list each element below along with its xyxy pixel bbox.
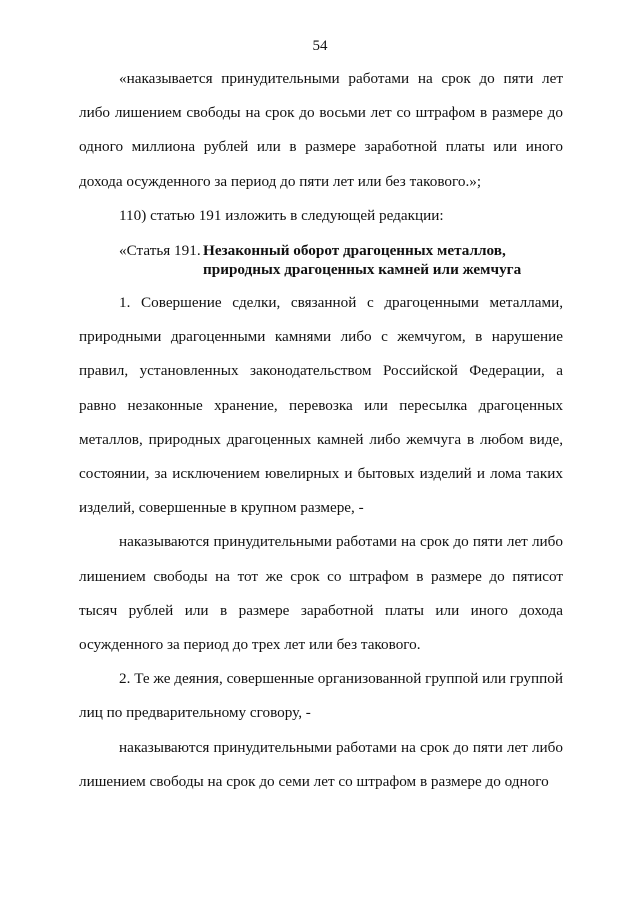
paragraph-sanction-continuation: «наказывается принудительными работами на срок до пяти лет либо лишением свободы на срок до восьми лет со штрафом в размере до одного миллиона рублей или в размере заработной платы или иного дохода осужденного за период до пяти лет или без такового.»; — [79, 70, 563, 190]
paragraph-part-1-sanction: наказываются принудительными работами на срок до пяти лет либо лишением свободы на тот же срок со штрафом в размере до пятисот тысяч рублей или в размере заработной платы или иного дохода осужденного за период до трех лет или без такового. — [79, 533, 563, 654]
paragraph-part-2-sanction: наказываются принудительными работами на срок до пяти лет либо лишением свободы на срок до семи лет со штрафом в размере до одного — [79, 738, 563, 790]
article-191-heading — [79, 233, 563, 286]
article-title-line-2: природных драгоценных камней или жемчуга — [203, 261, 522, 279]
paragraph-part-2: 2. Те же деяния, совершенные организованной группой или группой лиц по предварительному сговору, - — [79, 670, 563, 722]
paragraph-part-1: 1. Совершение сделки, связанной с драгоценными металлами, природными драгоценными камнями либо с жемчугом, в нарушение правил, установленных законодательством Российской Федерации, а равно незаконные хранение, перевозка или пересылка драгоценных металлов, природных драгоценных камней либо жемчуга в любом виде, состоянии, за исключением ювелирных и бытовых изделий и лома таких изделий, совершенные в крупном размере, - — [79, 294, 563, 517]
document-body — [79, 62, 563, 799]
paragraph-amendment-item-110: 110) статью 191 изложить в следующей редакции: — [119, 206, 444, 224]
page-number: 54 — [312, 38, 328, 54]
article-title — [203, 241, 533, 279]
article-title-line-1: Незаконный оборот драгоценных металлов, — [203, 242, 506, 260]
article-number: «Статья 191. — [119, 242, 201, 260]
